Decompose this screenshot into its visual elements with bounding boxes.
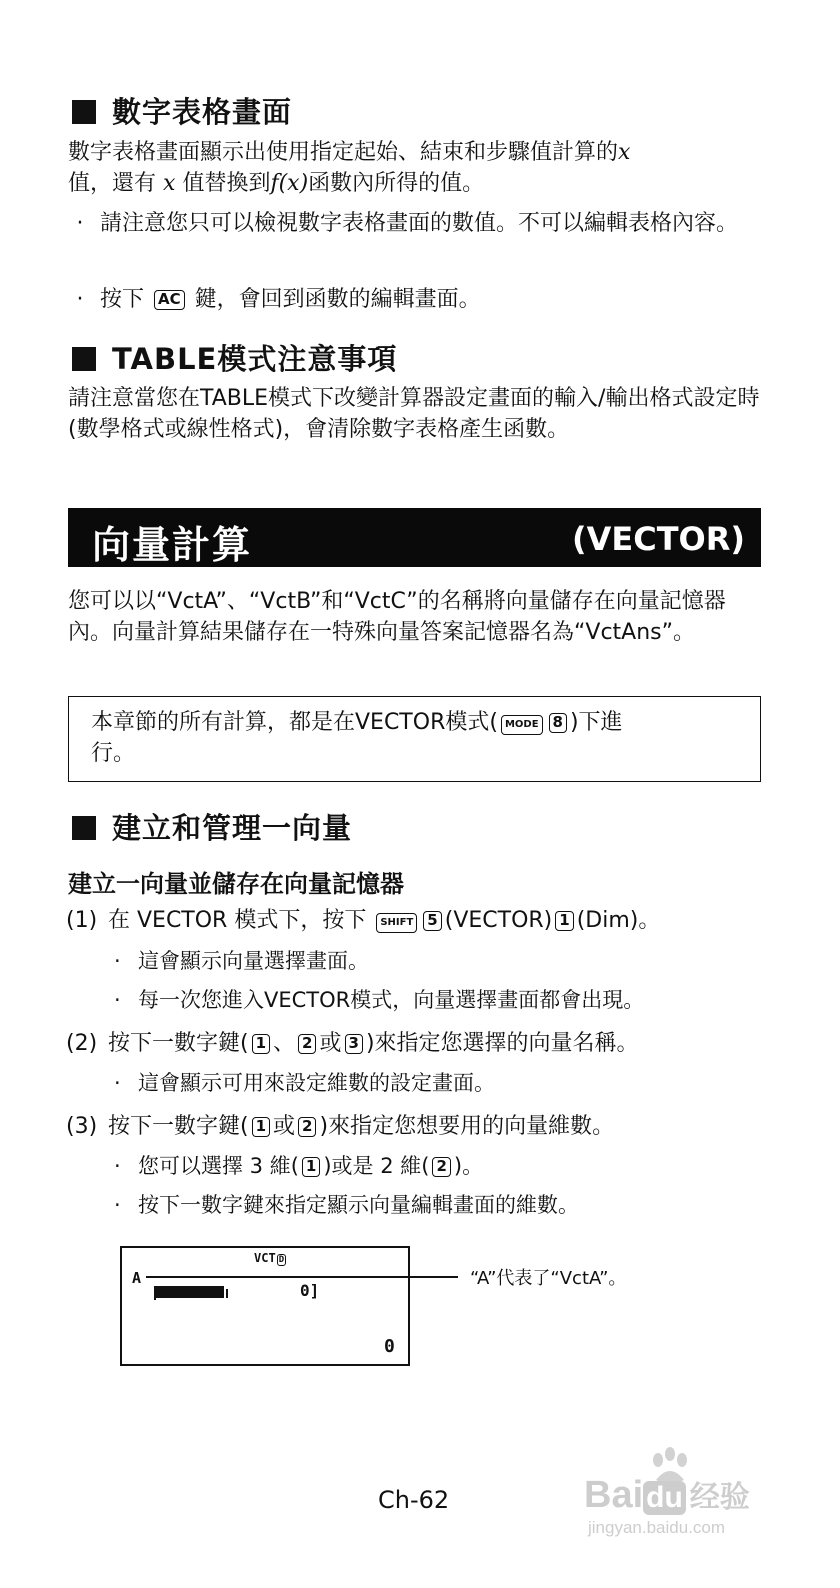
lcd-callout-text: “A”代表了“VctA”。 — [470, 1268, 627, 1289]
lcd-indicator: VCT D — [254, 1251, 285, 1265]
lcd-screen — [120, 1246, 410, 1366]
number-table-paragraph: 數字表格畫面顯示出使用指定起始、結束和步驟值計算的x 值，還有 x 值替換到f(x)函數內所得的值。 — [68, 140, 631, 196]
note-text: 本章節的所有計算，都是在VECTOR模式( MODE 8 )下進 行。 — [91, 710, 623, 766]
chapter-title: 向量計算 — [92, 523, 253, 567]
step-2-note-1: · 這會顯示可用來設定維數的設定畫面。 — [114, 1071, 495, 1095]
bullet-dot: · — [76, 211, 84, 236]
chapter-subtitle: (VECTOR) — [571, 520, 745, 558]
lcd-d-mark-icon: D — [278, 1255, 285, 1265]
key-8-icon: 8 — [549, 713, 567, 733]
lcd-row-label: A — [132, 1269, 142, 1287]
callout-leader-line — [146, 1276, 458, 1278]
section-heading-create-vector: 建立和管理一向量 — [72, 806, 352, 847]
step-3: (3) 按下一數字鍵( 1 或 2 )來指定您想要用的向量維數。 — [66, 1114, 615, 1139]
lcd-bracket-end: 0] — [300, 1281, 320, 1300]
step-2: (2) 按下一數字鍵( 1 、 2 或 3 )來指定您選擇的向量名稱。 — [66, 1031, 639, 1056]
key-2-icon: 2 — [298, 1034, 316, 1054]
bullet-ac-key: · 按下 AC 鍵，會回到函數的編輯畫面。 — [70, 284, 766, 315]
mode-key-icon: MODE — [501, 715, 543, 735]
lcd-cursor-block — [154, 1286, 224, 1298]
bullet-dot: · — [76, 287, 84, 312]
page-number: Ch-62 — [378, 1486, 450, 1514]
lcd-value: 0 — [384, 1336, 395, 1357]
vector-intro-paragraph: 您可以以“VctA”、“VctB”和“VctC”的名稱將向量儲存在向量記憶器內。向量計算結果儲存在一特殊向量答案記憶器名為“VctAns”。 — [68, 589, 726, 645]
step-3-note-1: · 您可以選擇 3 維( 1 )或是 2 維( 2 )。 — [114, 1154, 484, 1178]
section-heading-table-mode-notes: TABLE模式注意事項 — [72, 337, 397, 378]
key-5-icon: 5 — [423, 911, 441, 931]
key-1-icon: 1 — [252, 1034, 270, 1054]
square-bullet-icon — [72, 347, 96, 371]
key-3-icon: 3 — [345, 1034, 363, 1054]
note-box — [68, 696, 761, 782]
key-2-icon: 2 — [298, 1117, 316, 1137]
ac-key-icon: AC — [154, 290, 185, 310]
key-1-icon: 1 — [555, 911, 573, 931]
key-1-icon: 1 — [252, 1117, 270, 1137]
bullet-view-only: · 請注意您只可以檢視數字表格畫面的數值。不可以編輯表格內容。 — [70, 208, 766, 270]
watermark-url: jingyan.baidu.com — [588, 1518, 726, 1537]
step-3-note-2: · 按下一數字鍵來指定顯示向量編輯畫面的維數。 — [114, 1193, 579, 1217]
section-heading-number-table: 數字表格畫面 — [72, 90, 292, 131]
step-1-note-2: · 每一次您進入VECTOR模式，向量選擇畫面都會出現。 — [114, 988, 645, 1012]
step-1-note-1: · 這會顯示向量選擇畫面。 — [114, 949, 369, 973]
chapter-banner — [68, 508, 761, 567]
step-1: (1) 在 VECTOR 模式下，按下 SHIFT 5 (VECTOR) 1 (Dim)。 — [66, 908, 661, 933]
key-1-icon: 1 — [302, 1157, 320, 1177]
subheading-store-vector: 建立一向量並儲存在向量記憶器 — [68, 870, 404, 898]
square-bullet-icon — [72, 100, 96, 124]
baidu-watermark — [584, 1446, 804, 1546]
watermark-brand: Bai du 经验 — [584, 1474, 750, 1516]
square-bullet-icon — [72, 816, 96, 840]
key-2-icon: 2 — [432, 1157, 450, 1177]
table-mode-paragraph: 請注意當您在TABLE模式下改變計算器設定畫面的輸入/輸出格式設定時(數學格式或線性格式)，會清除數字表格產生函數。 — [68, 386, 760, 442]
shift-key-icon: SHIFT — [376, 913, 417, 933]
